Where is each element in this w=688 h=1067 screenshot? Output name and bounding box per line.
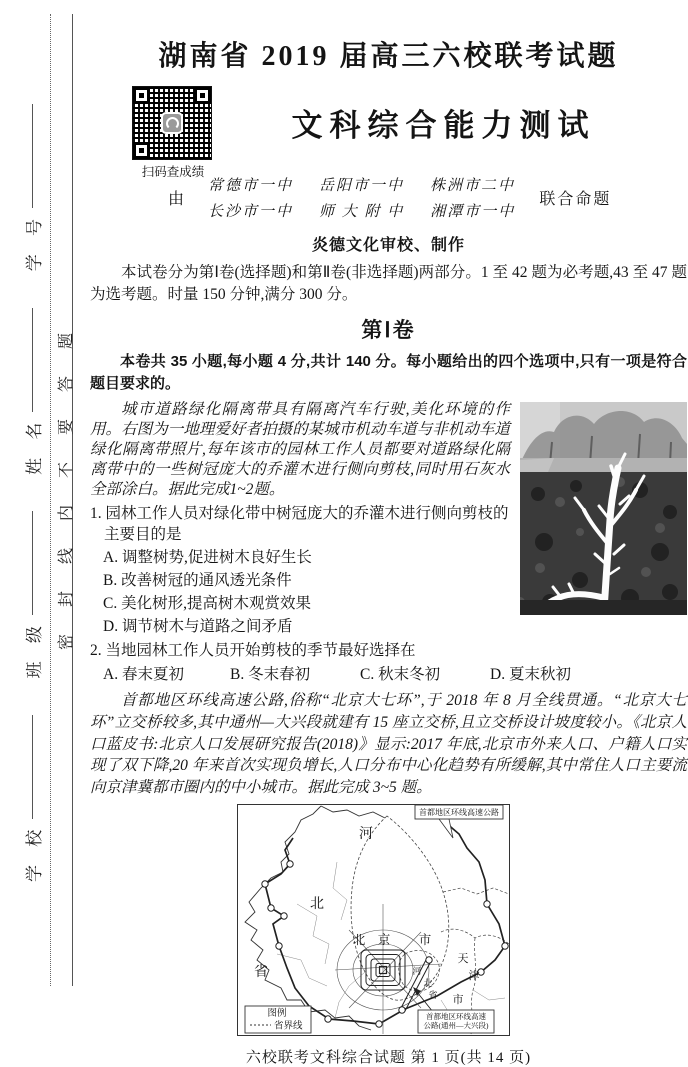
- svg-text:天: 天: [457, 952, 469, 965]
- student-id-field-label: 学 号: [24, 212, 44, 272]
- svg-text:市: 市: [418, 932, 432, 947]
- svg-text:津: 津: [468, 969, 480, 982]
- greenbelt-tree-photo: [520, 402, 687, 615]
- svg-text:市: 市: [452, 993, 464, 1006]
- qr-caption: 扫码查成绩: [141, 165, 205, 179]
- question-block-1-2: [90, 400, 687, 685]
- question-2-options: [90, 664, 687, 685]
- exam-page: [90, 0, 687, 1067]
- svg-text:河: 河: [412, 965, 422, 976]
- school-field-label: 学 校: [24, 822, 44, 882]
- byline-suffix: 联合命题: [539, 191, 612, 208]
- question-1-stem: 1. 园林工作人员对绿化带中树冠庞大的乔灌木进行侧向剪枝的主要目的是: [90, 505, 509, 543]
- map-callout-bottom-line1: 首都地区环线高速: [426, 1011, 486, 1021]
- map-callout-top-label: 首都地区环线高速公路: [419, 807, 499, 817]
- seal-dotted-line: [50, 14, 51, 986]
- school-blank-line: [32, 715, 33, 819]
- school-field: [20, 715, 45, 882]
- class-blank-line: [32, 511, 33, 615]
- svg-text:北: 北: [352, 932, 366, 947]
- page-footer: 六校联考文科综合试题 第 1 页(共 14 页): [245, 1049, 532, 1066]
- byline: [168, 174, 611, 221]
- seal-line-warning-text: 密封线内不要答题: [58, 305, 75, 650]
- question-2-option-c: C. 秋末冬初: [360, 666, 441, 683]
- question-2-stem: 2. 当地园林工作人员开始剪枝的季节最好选择在: [90, 642, 416, 659]
- beijing-region-map: [237, 804, 510, 1036]
- name-field: [20, 308, 45, 475]
- qr-finder-icon: [133, 87, 150, 104]
- svg-text:省: 省: [428, 989, 438, 1000]
- schools-row-2: [208, 200, 515, 221]
- school-name: 湘潭市一中: [430, 204, 516, 220]
- schools-row-1: [208, 174, 515, 195]
- student-id-field: [20, 104, 45, 271]
- svg-text:河: 河: [359, 826, 373, 842]
- byline-prefix: 由: [168, 191, 185, 208]
- question-2-option-b: B. 冬末春初: [230, 666, 311, 683]
- exam-intro-paragraph: 本试卷分为第Ⅰ卷(选择题)和第Ⅱ卷(非选择题)两部分。1 至 42 题为必考题,43 至 47 题为选考题。时量 150 分钟,满分 300 分。: [90, 264, 687, 303]
- question-2-option-a: A. 春末夏初: [103, 666, 184, 683]
- student-info-fields: [18, 104, 46, 882]
- map-graphic: [237, 804, 510, 1036]
- svg-text:北: 北: [310, 896, 324, 912]
- student-id-blank-line: [32, 104, 33, 208]
- masthead: [90, 74, 687, 232]
- qr-finder-icon: [133, 142, 150, 159]
- question-1-option-a: A. 调整树势,促进树木良好生长: [103, 549, 312, 566]
- schools-list: [208, 174, 515, 221]
- question-1-option-c: C. 美化树形,提高树木观赏效果: [103, 595, 311, 612]
- qr-center-logo-icon: [161, 112, 183, 134]
- svg-text:省: 省: [254, 964, 268, 980]
- name-blank-line: [32, 308, 33, 412]
- class-field-label: 班 级: [24, 619, 44, 679]
- producer-line: 炎德文化审校、制作: [311, 237, 465, 254]
- map-legend: [245, 1006, 311, 1033]
- svg-text:京: 京: [377, 932, 391, 947]
- school-name: 师 大 附 中: [319, 204, 405, 220]
- passage-beijing-ring: 首都地区环线高速公路,俗称“北京大七环”,于 2018 年 8 月全线贯通。“北京大七环”立交桥较多,其中通州—大兴段就建有 15 座立交桥,且立交桥设计坡度较小。《北京人口蓝皮书:北京人口发展研究报告(2018)》显示:2017 年底,北京市外来人口、户籍人口实现了双下降,20 年来首次实现负增长,人口分布中心化趋势有所缓解,其中常住人口主要流向京津冀都市圈内的中小城市。据此完成 3~5 题。: [90, 692, 687, 797]
- school-name: 常德市一中: [208, 178, 294, 194]
- question-1-option-b: B. 改善树冠的通风透光条件: [103, 572, 292, 589]
- tree-photo-graphic: [520, 402, 687, 615]
- name-field-label: 姓 名: [24, 415, 44, 475]
- exam-title: 湖南省 2019 届高三六校联考试题: [158, 41, 619, 72]
- question-1-option-d: D. 调节树木与道路之间矛盾: [103, 618, 293, 635]
- svg-text:北: 北: [423, 977, 433, 988]
- school-name: 岳阳市一中: [319, 178, 405, 194]
- map-legend-item: 省界线: [274, 1021, 303, 1032]
- class-field: [20, 511, 45, 678]
- school-name: 株洲市二中: [430, 178, 516, 194]
- question-2-option-d: D. 夏末秋初: [490, 666, 571, 683]
- subject-title: 文科综合能力测试: [291, 108, 596, 143]
- map-callout-bottom-line2: 公路(通州—大兴段): [423, 1020, 489, 1030]
- school-name: 长沙市一中: [208, 204, 294, 220]
- section1-instruction: 本卷共 35 小题,每小题 4 分,共计 140 分。每小题给出的四个选项中,只有一项是符合题目要求的。: [90, 353, 687, 392]
- section1-heading: 第Ⅰ卷: [361, 318, 416, 342]
- map-legend-title: 图例: [267, 1008, 287, 1019]
- passage-greenbelt: 城市道路绿化隔离带具有隔离汽车行驶,美化环境的作用。右图为一地理爱好者拍摄的某城市机动车道与非机动车道绿化隔离带照片,每年该市的园林工作人员都要对道路绿化隔离带中的一些树冠庞大的乔灌木进行侧向剪枝,同时用石灰水全部涂白。据此完成1~2题。: [90, 401, 510, 498]
